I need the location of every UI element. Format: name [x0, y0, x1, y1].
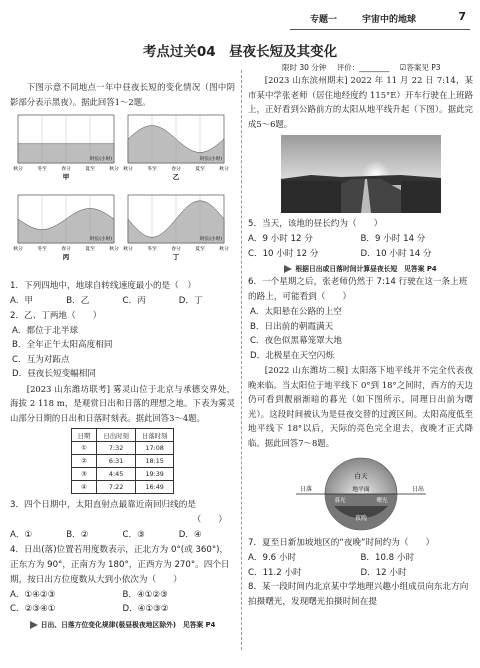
page-number: 7	[458, 10, 466, 23]
q6-option-b[interactable]: B．日出前的朝霞满天	[250, 321, 334, 332]
question-6-stem: 6．一个星期之后，张老师仍然于 7:14 行驶在这一条上班的路上，可能看到（ ）	[248, 277, 468, 302]
table-cell: 7:32	[97, 442, 136, 455]
question-3-stem: 3．四个日期中，太阳直射点最靠近南回归线的是	[10, 500, 196, 510]
chart-yaxis-label: 时长(小时)	[90, 237, 112, 242]
tip-bar-right[interactable]: 根据日出或日落时间计算昼夜长短 见答案 P4	[248, 263, 473, 273]
passage-binzhou: [2023 山东滨州期末] 2022 年 11 月 22 日 7:14，某市某中学张老师（居住地经度约 115°E）开车行驶在上班路上，正好看到公路前方的太阳从地平线升起（下图）。据此完成5～6题。	[248, 75, 473, 129]
chart-panel-label: 丙	[62, 253, 70, 261]
sunrise-road-photo	[281, 135, 441, 213]
q1-option-d[interactable]: D．丁	[178, 296, 203, 306]
chart-tick-label: 春分	[171, 247, 181, 252]
q7-option-c[interactable]: C．11.2 小时	[248, 567, 302, 578]
chart-tick-label: 春分	[61, 247, 71, 252]
question-8-stem: 8．某一段时间内北京某中学地理兴趣小组成员向东北方向拍摄曙光，发现曙光拍摄时间在提	[248, 582, 469, 607]
page-title: 考点过关04 昼夜长短及其变化	[142, 44, 338, 60]
q2-option-d[interactable]: D．昼夜长短变幅相同	[12, 369, 96, 379]
q5-option-d[interactable]: D．10 小时 14 分	[360, 248, 432, 259]
question-5-options	[248, 232, 473, 261]
label-night: 夜晚	[354, 515, 367, 522]
q4-option-b[interactable]: B．④①②③	[122, 589, 168, 600]
chart-tick-label: 冬至	[37, 247, 47, 252]
question-7-options	[248, 551, 473, 580]
page-header	[0, 0, 480, 34]
chart-tick-label: 秋分	[219, 247, 229, 252]
q6-option-a[interactable]: A．太阳悬在公路的上空	[250, 307, 342, 317]
q1-option-c[interactable]: C．丙	[122, 296, 146, 306]
q5-option-c[interactable]: C．10 小时 12 分	[248, 248, 319, 259]
question-3-paren: （ ）	[192, 515, 227, 525]
table-row	[71, 442, 174, 455]
q2-option-b[interactable]: B．全年正午太阳高度相同	[12, 340, 113, 350]
q4-option-d[interactable]: D．④①③②	[122, 604, 169, 614]
q3-option-d[interactable]: D．④	[178, 530, 202, 540]
right-column	[248, 73, 473, 610]
table-cell: 6:31	[97, 455, 136, 468]
question-7-stem: 7．夏至日新加坡地区的“夜晚”时间约为（ ）	[248, 538, 435, 548]
q7-option-a[interactable]: A．9.6 小时	[248, 553, 297, 563]
table-header: 日出时刻	[97, 429, 136, 442]
meta-row	[282, 62, 472, 73]
table-cell: 19:39	[135, 468, 174, 481]
chart-panel-label: 甲	[62, 173, 70, 181]
table-cell: ④	[71, 481, 97, 494]
chart-tick-label: 冬至	[37, 167, 47, 172]
question-1-options	[10, 294, 235, 309]
label-dusk: 暮光	[333, 498, 346, 504]
q3-option-c[interactable]: C．③	[122, 530, 145, 540]
q2-option-c[interactable]: C．互为对跖点	[12, 354, 70, 365]
question-4-stem: 4．日出(落)位置若用度数表示，正北方为 0°(或 360°)，正东方为 90°，正南方为 180°，正西方为 270°。四个日期，按日出方位度数从大到小依次为（ ）	[10, 544, 230, 585]
chart-tick-label: 春分	[171, 167, 181, 172]
answer-ref: ☑答案见 P3	[399, 63, 441, 72]
label-sunset: 日落	[299, 486, 312, 493]
table-cell: ③	[71, 468, 97, 481]
chart-tick-label: 秋分	[13, 247, 23, 252]
table-row	[71, 481, 174, 494]
question-5-stem: 5．当天，该地的昼长约为（ ）	[248, 219, 383, 229]
passage-twilight: [2022 山东潍坊二模] 太阳落下地平线并不完全代表夜晚来临。当太阳位于地平线下 0°到 18°之间时，西方的天边仍可看到靓丽渐暗的暮光（如下图所示，同理日出前为曙光）。这段时间被认为是昼夜交替的过渡区间。太阳高度低至地平线下 18°以后，天际的亮色完全退去，夜晚才正式降临。据此回答7～8题。	[248, 365, 473, 448]
chart-tick-label: 秋分	[109, 247, 119, 252]
q7-option-d[interactable]: D．12 小时	[360, 567, 407, 578]
table-cell: 18:15	[135, 455, 174, 468]
q6-option-d[interactable]: D．北极星在天空闪烁	[250, 350, 334, 361]
chart-panel	[13, 115, 119, 181]
chart-tick-label: 夏至	[195, 167, 205, 172]
q5-option-b[interactable]: B．9 小时 14 分	[360, 234, 426, 244]
charts-svg	[10, 111, 235, 275]
left-column	[10, 80, 235, 631]
q3-option-b[interactable]: B．②	[66, 530, 89, 540]
header-series: 专题一	[310, 15, 338, 25]
tip-bar-left[interactable]: 日出、日落方位变化规律(极昼极夜地区除外) 见答案 P4	[10, 619, 235, 629]
chart-tick-label: 夏至	[85, 247, 95, 252]
q5-option-a[interactable]: A．9 小时 12 分	[248, 234, 313, 244]
intro-passage: 下图示意不同地点一年中昼夜长短的变化情况（图中阴影部分表示黑夜）。据此回答1～2题。	[10, 82, 235, 107]
chart-tick-label: 秋分	[123, 247, 133, 252]
q6-option-c[interactable]: C．夜色似黑幕笼罩大地	[250, 336, 342, 346]
chart-tick-label: 秋分	[123, 167, 133, 172]
column-divider	[241, 70, 242, 650]
question-2-stem: 2．乙、丁两地（ ）	[10, 310, 102, 321]
chart-tick-label: 冬至	[147, 247, 157, 252]
q7-option-b[interactable]: B．10.8 小时	[360, 553, 415, 563]
time-limit: 限时 30 分钟	[282, 63, 327, 72]
table-header: 日期	[71, 429, 97, 442]
header-chapter: 宇宙中的地球	[362, 15, 417, 25]
chart-panel-label: 丁	[172, 253, 180, 261]
q1-option-b[interactable]: B．乙	[66, 296, 90, 306]
twilight-diagram	[276, 454, 446, 532]
table-row	[71, 455, 174, 468]
label-sunrise: 日出	[411, 486, 424, 493]
sunrise-sunset-table	[71, 428, 175, 494]
label-day: 白天	[354, 472, 367, 480]
q1-option-a[interactable]: A．甲	[10, 296, 34, 306]
q3-option-a[interactable]: A．①	[10, 530, 33, 540]
chart-tick-label: 夏至	[85, 167, 95, 172]
header-rule	[290, 29, 470, 30]
table-header-row	[71, 429, 174, 442]
table-cell: 4:45	[97, 468, 136, 481]
chart-tick-label: 春分	[61, 167, 71, 172]
q4-option-a[interactable]: A．①④②③	[10, 589, 56, 600]
chart-yaxis-label: 时长(小时)	[90, 157, 112, 162]
table-cell: 16:49	[135, 481, 174, 494]
chart-tick-label: 秋分	[109, 167, 119, 172]
chart-panel	[123, 115, 229, 181]
passage-wuling: [2023 山东潍坊联考] 雾灵山位于北京与承德交界处，海拔 2 118 m，是观赏日出和日落的理想之地。下表为雾灵山部分日期的日出和日落时刻表。据此回答3～4题。	[10, 383, 235, 423]
label-horizon: 地平面	[351, 487, 370, 493]
table-cell: 7:22	[97, 481, 136, 494]
table-row	[71, 468, 174, 481]
answer-icon: ☑	[399, 63, 407, 72]
header-bar	[300, 10, 470, 26]
q4-option-c[interactable]: C．②③④①	[10, 604, 56, 614]
road-photo-svg	[281, 135, 441, 213]
chart-tick-label: 秋分	[13, 167, 23, 172]
arrow-icon	[284, 265, 292, 273]
chart-panel	[123, 195, 229, 261]
chart-panel	[13, 195, 119, 261]
chart-yaxis-label: 时长(小时)	[200, 157, 222, 162]
day-night-charts	[10, 111, 235, 275]
evaluation: 评价：________	[336, 63, 390, 72]
question-1-stem: 1．下列四地中，地球自转线速度最小的是（ ）	[10, 281, 196, 291]
chart-tick-label: 冬至	[147, 167, 157, 172]
table-cell: ②	[71, 455, 97, 468]
label-dawn: 曙光	[375, 498, 388, 504]
table-cell: 17:08	[135, 442, 174, 455]
question-3-options	[10, 528, 235, 543]
table-cell: ①	[71, 442, 97, 455]
chart-yaxis-label: 时长(小时)	[200, 237, 222, 242]
table-header: 日落时刻	[135, 429, 174, 442]
chart-tick-label: 秋分	[219, 167, 229, 172]
arrow-icon	[30, 621, 38, 629]
q2-option-a[interactable]: A．都位于北半球	[12, 325, 79, 336]
question-4-options	[10, 588, 235, 617]
chart-tick-label: 夏至	[195, 247, 205, 252]
twilight-svg	[276, 454, 446, 532]
chart-panel-label: 乙	[172, 173, 180, 181]
